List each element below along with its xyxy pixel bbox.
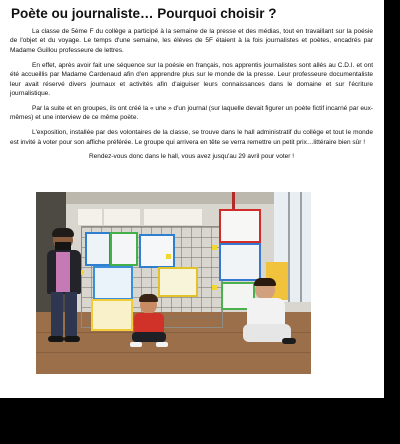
paragraph-3: Par la suite et en groupes, ils ont créé la « une » d'un journal (sur laquelle devait figurer un poète fictif incarné par eux-mêmes) et une interview de ce même poète. xyxy=(10,104,373,122)
paragraph-2: En effet, après avoir fait une séquence sur la poésie en français, nos apprentis journalistes sont allés au C.D.I. et ont été accueillis par Madame Cardenaud afin d'en apprendre plus sur le monde de la presse. Leur professeure documentaliste leur avait réservé divers journaux et activités afin d'aiguiser leurs connaissances dans le domaine et sur l'écriture journalistique. xyxy=(10,61,373,97)
paragraph-1: La classe de 5ème F du collège a participé à la semaine de la presse et des médias, tout en travaillant sur la poésie de l'objet et du voyage. Le temps d'une semaine, les élèves de 5F étaient à la fois journalistes et poètes, encadrés par Madame Guillou professeure de lettres. xyxy=(10,28,373,54)
article-body xyxy=(10,27,373,167)
exhibition-photo xyxy=(36,192,311,374)
article-title: Poète ou journaliste… Pourquoi choisir ? xyxy=(11,6,277,21)
closing-line: Rendez-vous donc dans le hall, vous avez jusqu'au 29 avril pour voter ! xyxy=(88,153,295,161)
paragraph-4: L'exposition, installée par des volontaires de la classe, se trouve dans le hall administratif du collège et tout le monde est invité à voter pour son affiche préférée. Le groupe qui arrivera en tête se verra remettre un petit prix…littéraire bien sûr ! xyxy=(10,129,373,146)
